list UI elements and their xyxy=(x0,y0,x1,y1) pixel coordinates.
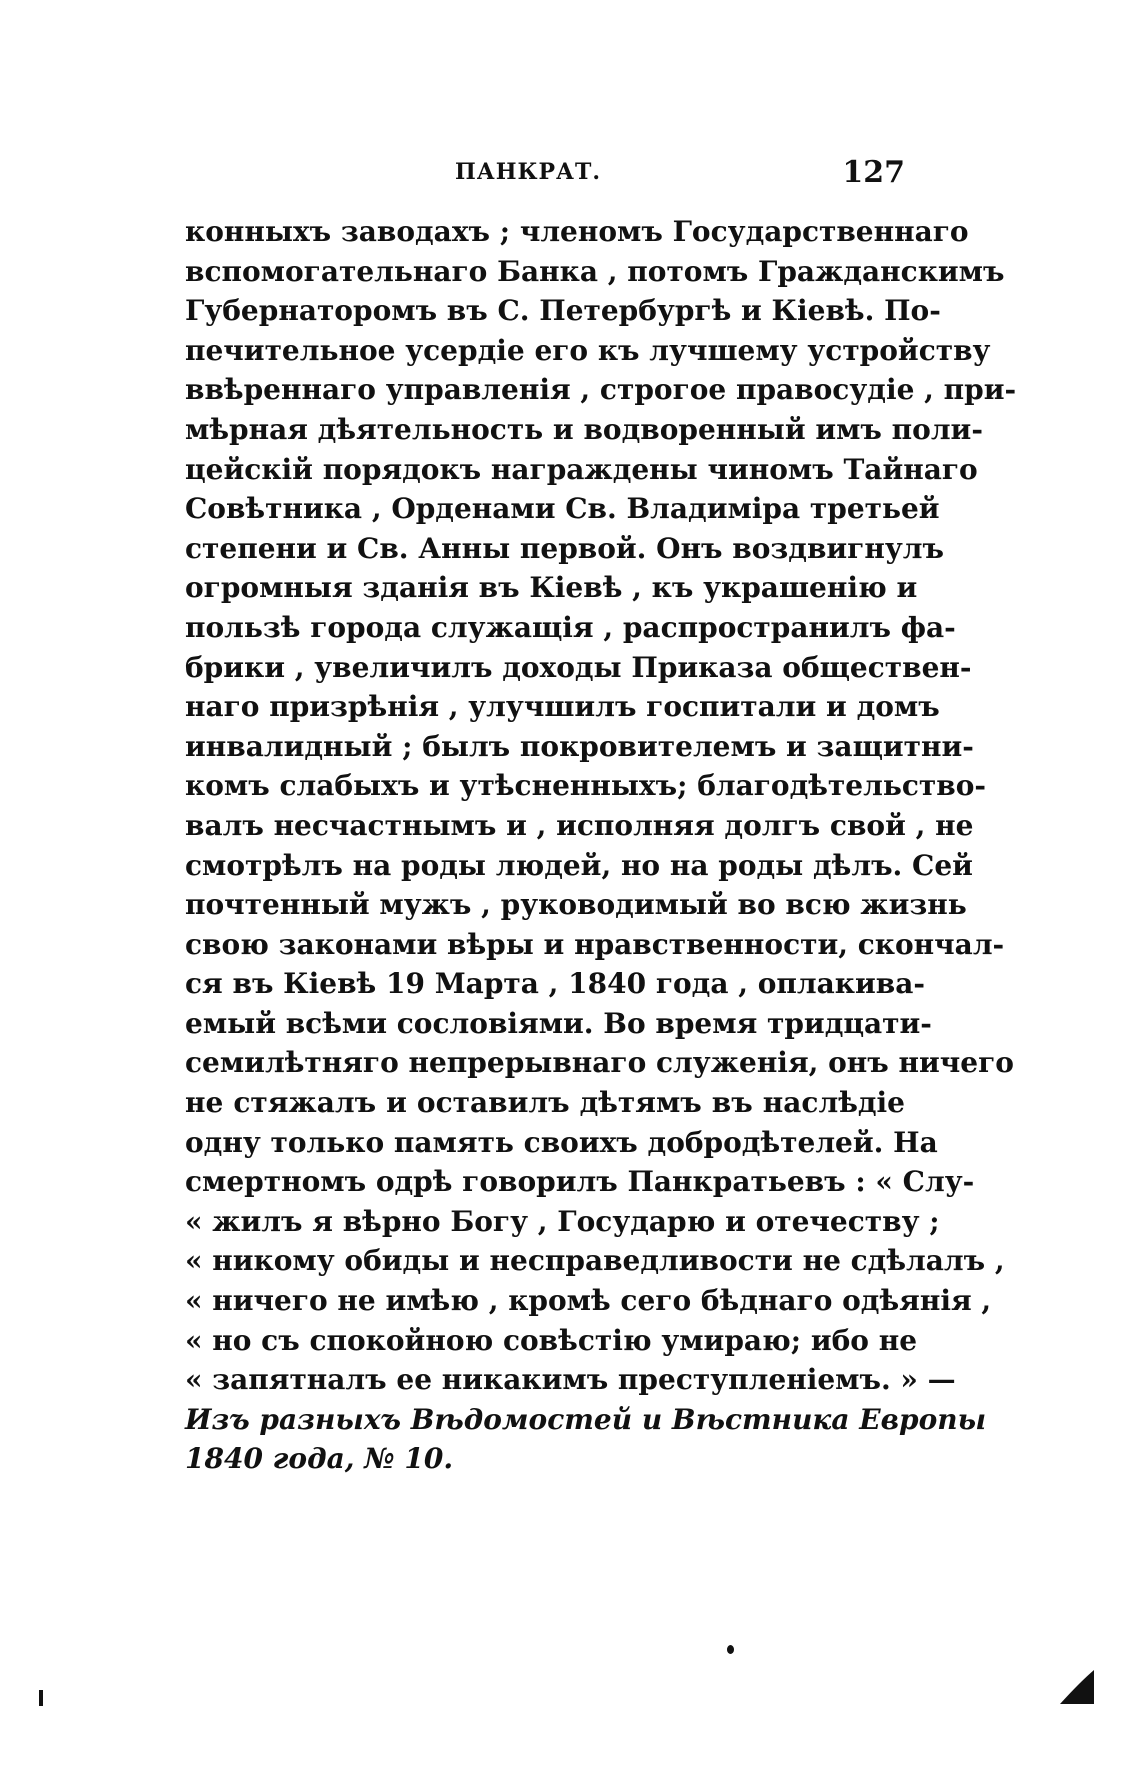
text-line: смотрѣлъ на роды людей, но на роды дѣлъ. Сей xyxy=(185,848,973,882)
body-text xyxy=(185,212,1017,1479)
text-line: « но съ спокойною совѣстію умираю; ибо не xyxy=(185,1323,918,1357)
page-corner-mark xyxy=(1058,1670,1094,1704)
text-line: не стяжалъ и оставилъ дѣтямъ въ наслѣдіе xyxy=(185,1086,905,1120)
text-line: Губернаторомъ въ С. Петербургѣ и Кіевѣ. По- xyxy=(185,294,941,328)
text-line: « запятналъ ее никакимъ преступленіемъ. » — xyxy=(185,1363,956,1397)
text-line: « жилъ я вѣрно Богу , Государю и отечеству ; xyxy=(185,1204,940,1238)
text-line: конныхъ заводахъ ; членомъ Государственнаго xyxy=(185,215,969,248)
text-line: ся въ Кіевѣ 19 Марта , 1840 года , оплакива- xyxy=(185,967,925,1001)
text-line: одну только память своихъ добродѣтелей. На xyxy=(185,1125,938,1159)
text-line: цейскій порядокъ награждены чиномъ Тайнаго xyxy=(185,452,978,486)
text-line: наго призрѣнія , улучшилъ госпитали и домъ xyxy=(185,690,940,724)
text-line: емый всѣми сословіями. Во время тридцати- xyxy=(185,1006,932,1040)
text-line: « никому обиды и несправедливости не сдѣлалъ , xyxy=(185,1244,1005,1278)
running-title: ПАНКРАТ. xyxy=(455,159,601,185)
ink-dot xyxy=(727,1645,734,1654)
page-number: 127 xyxy=(842,155,905,190)
running-head xyxy=(185,155,905,195)
source-citation: Изъ разныхъ Вѣдомостей и Вѣстника Европы xyxy=(185,1402,987,1436)
ink-mark-left xyxy=(39,1690,43,1706)
text-line: Совѣтника , Орденами Св. Владиміра третьей xyxy=(185,492,940,526)
text-line: печительное усердіе его къ лучшему устройству xyxy=(185,333,991,367)
text-line: ввѣреннаго управленія , строгое правосудіе , при- xyxy=(185,373,1017,407)
text-line: семилѣтняго непрерывнаго служенія, онъ ничего xyxy=(185,1046,1014,1080)
text-line: степени и Св. Анны первой. Онъ воздвигнулъ xyxy=(185,531,944,565)
text-line: комъ слабыхъ и утѣсненныхъ; благодѣтельство- xyxy=(185,769,986,803)
text-line: « ничего не имѣю , кромѣ сего бѣднаго одѣянія , xyxy=(185,1284,992,1318)
text-line: вспомогательнаго Банка , потомъ Гражданскимъ xyxy=(185,254,1005,288)
text-line: брики , увеличилъ доходы Приказа обществен- xyxy=(185,650,972,684)
text-line: мѣрная дѣятельность и водворенный имъ поли- xyxy=(185,412,983,446)
text-line: валъ несчастнымъ и , исполняя долгъ свой , не xyxy=(185,808,974,842)
text-line: огромныя зданія въ Кіевѣ , къ украшенію и xyxy=(185,571,918,605)
text-line: пользѣ города служащія , распространилъ фа- xyxy=(185,610,956,644)
text-line: смертномъ одрѣ говорилъ Панкратьевъ : « Слу- xyxy=(185,1165,975,1199)
text-line: свою законами вѣры и нравственности, скончал- xyxy=(185,927,1005,961)
text-line: почтенный мужъ , руководимый во всю жизнь xyxy=(185,888,967,922)
source-citation-date: 1840 года, № 10. xyxy=(185,1442,454,1476)
text-line: инвалидный ; былъ покровителемъ и защитни- xyxy=(185,729,974,763)
